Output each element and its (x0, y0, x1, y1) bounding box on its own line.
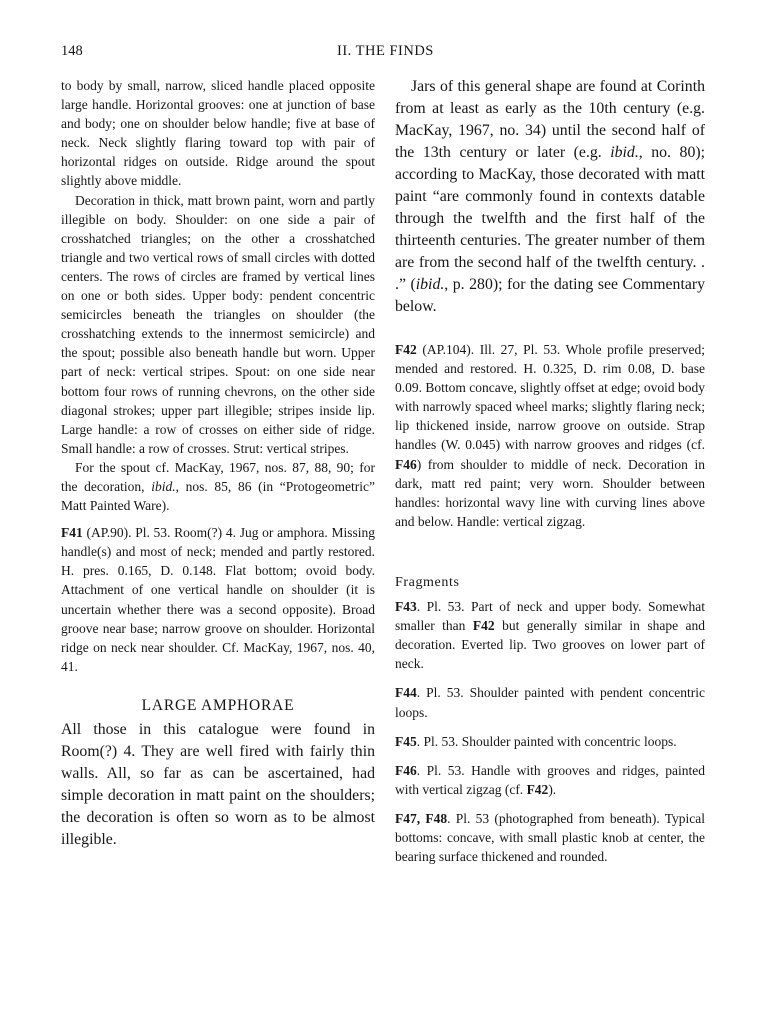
entry-text: . Pl. 53. Shoulder painted with pendent concentric loops. (395, 685, 705, 720)
entry-text: ). (548, 781, 557, 797)
italic-ibid: ibid. (415, 276, 445, 293)
right-column (395, 76, 705, 866)
entry-id: F45 (395, 733, 417, 749)
entry-text: (AP.90). Pl. 53. Room(?) 4. Jug or amphora. Missing handle(s) and most of neck; mended and partly restored. H. pres. 0.165, D. 0.148. Flat bottom; ovoid body. Attachment of one vertical handle on shoulder (it is uncertain whether there was a second opposite). Broad groove near base; narrow groove on shoulder. Horizontal ridge on neck near shoulder. Cf. MacKay, 1967, nos. 40, 41. (61, 525, 375, 674)
paragraph-jars (395, 76, 705, 318)
catalogue-entry-f43 (395, 597, 705, 673)
italic-ibid: ibid. (151, 478, 176, 494)
text-run: , no. 80); according to MacKay, those decorated with matt paint “are commonly found in contexts datable through the twelfth and the first half of the thirteenth centuries. The greater number of them are from the second half of the twelfth century. . .” ( (395, 144, 705, 293)
text-run: , nos. 85, 86 (in “Protogeometric” Matt Painted Ware). (61, 478, 376, 514)
italic-ibid: ibid. (610, 144, 639, 161)
running-title: II. THE FINDS (337, 43, 434, 59)
left-column (61, 76, 375, 851)
catalogue-entry-f42 (395, 340, 705, 531)
entry-text: . Pl. 53. Shoulder painted with concentric loops. (416, 733, 677, 749)
entry-id: F42 (395, 342, 417, 357)
text-run: , p. 280); for the dating see Commentary below. (395, 276, 706, 315)
catalogue-entry-f41 (61, 523, 375, 676)
catalogue-entry-f47-f48 (395, 809, 705, 866)
catalogue-entry-f44 (395, 683, 705, 721)
entry-text: but generally similar in shape and decoration. Everted lip. Two grooves on lower part of neck. (395, 618, 705, 672)
entry-ref: F46 (395, 456, 417, 472)
text-run: For the spout cf. MacKay, 1967, nos. 87, 88, 90; for the decoration, (61, 459, 375, 494)
entry-text: (AP.104). Ill. 27, Pl. 53. Whole profile preserved; mended and restored. H. 0.325, D. rim 0.08, D. base 0.09. Bottom concave, slightly offset at edge; ovoid body with narrowly spaced wheel marks; slightly flaring neck; lip thickened inside, narrow groove on outside. Strap handles (W. 0.045) with narrow grooves and ridges (cf. (395, 342, 705, 453)
paragraph-continuation: to body by small, narrow, sliced handle placed opposite large handle. Horizontal grooves: one at junction of base and body; one on shoulder below handle; five at base of neck. Neck slightly flaring toward top with pair of horizontal ridges on outside. Ridge around the spout slightly above middle. (61, 78, 375, 189)
catalogue-entry-f45 (395, 732, 705, 751)
entry-ref: F42 (472, 618, 495, 634)
paragraph-spout-reference (61, 458, 375, 515)
entry-text: . Pl. 53. Part of neck and upper body. Somewhat smaller than (395, 599, 705, 634)
page-number: 148 (61, 43, 83, 59)
entry-id: F47, F48 (395, 810, 448, 826)
entry-ref: F42 (526, 781, 549, 797)
fragments-heading: Fragments (395, 574, 460, 590)
text-run: Jars of this general shape are found at Corinth from at least as early as the 10th century (e.g. MacKay, 1967, no. 34) until the second half of the 13th century or later (e.g. (395, 78, 705, 161)
paragraph-decoration: Decoration in thick, matt brown paint, worn and partly illegible on body. Shoulder: on one side a pair of crosshatched triangles; on the other a crosshatched triangle and two vertical rows of small circles with dotted centers. The rows of circles are framed by vertical lines on one or both sides. Upper body: pendent concentric semicircles beneath the triangles on shoulder (the crosshatching extends to the innermost semicircle) and the spout; possible also beneath handle but worn. Upper part of neck: vertical stripes. Spout: on one side near bottom four rows of running chevrons, on the other side diagonal strokes; upper part illegible; stripes inside lip. Large handle: a row of crosses on either side of ridge. Small handle: a row of crosses. Strut: vertical stripes. (61, 192, 375, 456)
section-intro: All those in this catalogue were found in Room(?) 4. They are well fired with fairly thin walls. All, so far as can be ascertained, had simple decoration in matt paint on the shoulders; the decoration is often so worn as to be almost illegible. (61, 721, 375, 848)
entry-text: . Pl. 53 (photographed from beneath). Typical bottoms: concave, with small plastic knob at center, the bearing surface thickened and rounded. (395, 810, 705, 865)
entry-text: . Pl. 53. Handle with grooves and ridges, painted with vertical zigzag (cf. (395, 762, 705, 797)
entry-text: ) from shoulder to middle of neck. Decoration in dark, matt red paint; very worn. Shoulder between handles: horizontal wavy line with curving lines above and below. Handle: vertical zigzag. (395, 456, 705, 529)
catalogue-entry-f46 (395, 761, 705, 799)
entry-id: F46 (395, 762, 417, 778)
entry-id: F44 (395, 685, 417, 701)
section-heading: LARGE AMPHORAE (141, 696, 295, 714)
entry-id: F41 (61, 525, 83, 541)
entry-id: F43 (395, 599, 417, 615)
